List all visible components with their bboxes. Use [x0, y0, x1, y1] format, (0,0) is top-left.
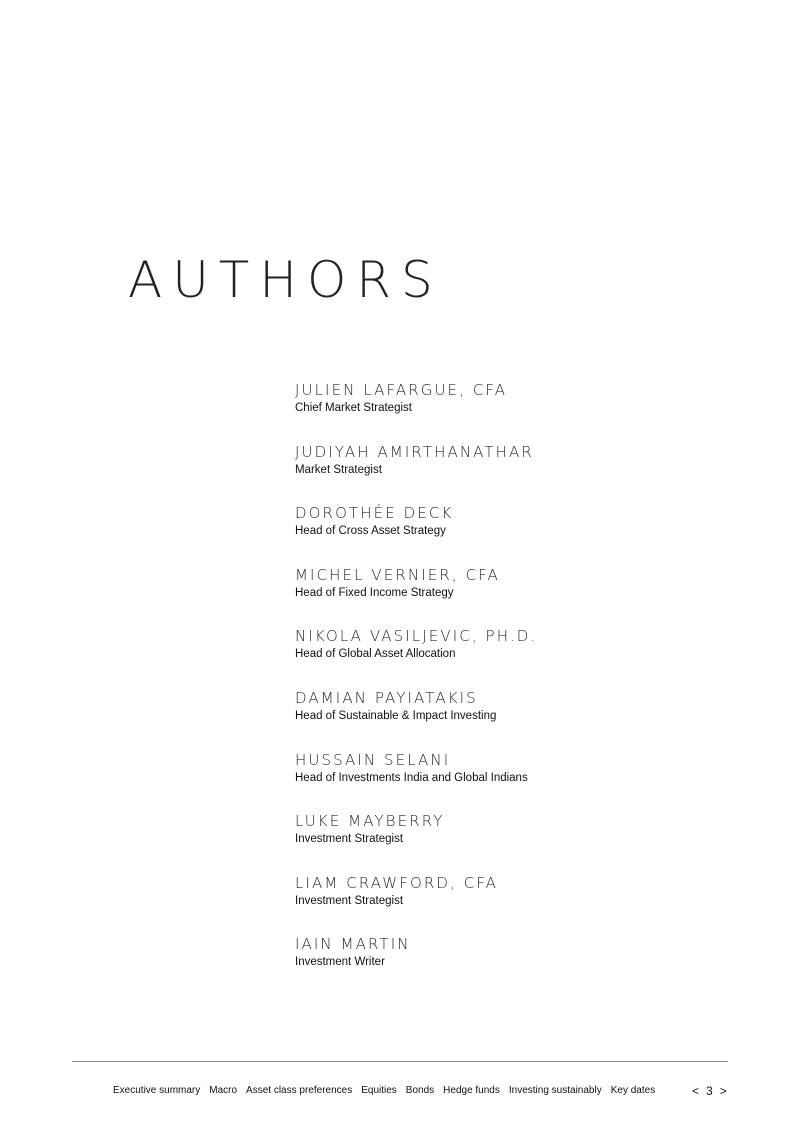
author-role: Chief Market Strategist — [295, 402, 412, 414]
footer-divider — [72, 1061, 728, 1062]
author-name: DOROTHÉE DECK — [295, 504, 454, 523]
author-name: NIKOLA VASILJEVIC, PH.D. — [295, 627, 538, 646]
author-entry — [295, 811, 715, 873]
author-name: JUDIYAH AMIRTHANATHAR — [295, 442, 534, 461]
nav-link-investing-sustainably[interactable]: Investing sustainably — [508, 1085, 602, 1096]
author-name: DAMIAN PAYIATAKIS — [295, 688, 478, 707]
author-role: Head of Fixed Income Strategy — [295, 586, 454, 599]
author-role: Head of Global Asset Allocation — [295, 648, 456, 661]
author-name: HUSSAIN SELANI — [295, 750, 451, 769]
page-number: 3 — [706, 1084, 713, 1098]
nav-link-hedge-funds[interactable]: Hedge funds — [443, 1085, 500, 1096]
page-title: AUTHORS — [128, 251, 443, 309]
nav-link-key-dates[interactable]: Key dates — [610, 1085, 656, 1096]
prev-page-icon[interactable]: < — [692, 1084, 700, 1098]
author-entry — [295, 626, 715, 688]
author-role: Market Strategist — [295, 463, 382, 476]
author-name: IAIN MARTIN — [295, 935, 411, 954]
author-entry — [295, 503, 715, 565]
footer-nav — [113, 1083, 655, 1099]
author-entry — [295, 750, 715, 812]
author-entry — [295, 565, 715, 627]
author-role: Investment Strategist — [295, 833, 404, 846]
author-role: Head of Cross Asset Strategy — [295, 525, 446, 538]
author-entry — [295, 688, 715, 750]
nav-link-equities[interactable]: Equities — [361, 1085, 397, 1096]
author-role: Head of Investments India and Global Indians — [295, 771, 528, 784]
author-name: LUKE MAYBERRY — [295, 812, 445, 831]
author-role: Head of Sustainable & Impact Investing — [295, 709, 497, 722]
pager — [692, 1082, 727, 1100]
author-entry — [295, 934, 715, 996]
next-page-icon[interactable]: > — [719, 1084, 727, 1098]
nav-link-bonds[interactable]: Bonds — [405, 1085, 435, 1096]
author-entry — [295, 873, 715, 935]
author-role: Investment Writer — [295, 956, 385, 969]
author-entry — [295, 380, 715, 442]
author-entry — [295, 442, 715, 504]
author-role: Investment Strategist — [295, 894, 404, 907]
nav-link-asset-class-preferences[interactable]: Asset class preferences — [246, 1085, 353, 1096]
author-name: LIAM CRAWFORD, CFA — [295, 873, 499, 892]
author-name: MICHEL VERNIER, CFA — [295, 565, 500, 584]
nav-link-executive-summary[interactable]: Executive summary — [113, 1085, 201, 1096]
author-name: JULIEN LAFARGUE, CFA — [295, 381, 508, 399]
nav-link-macro[interactable]: Macro — [209, 1085, 238, 1096]
authors-list — [295, 380, 715, 996]
